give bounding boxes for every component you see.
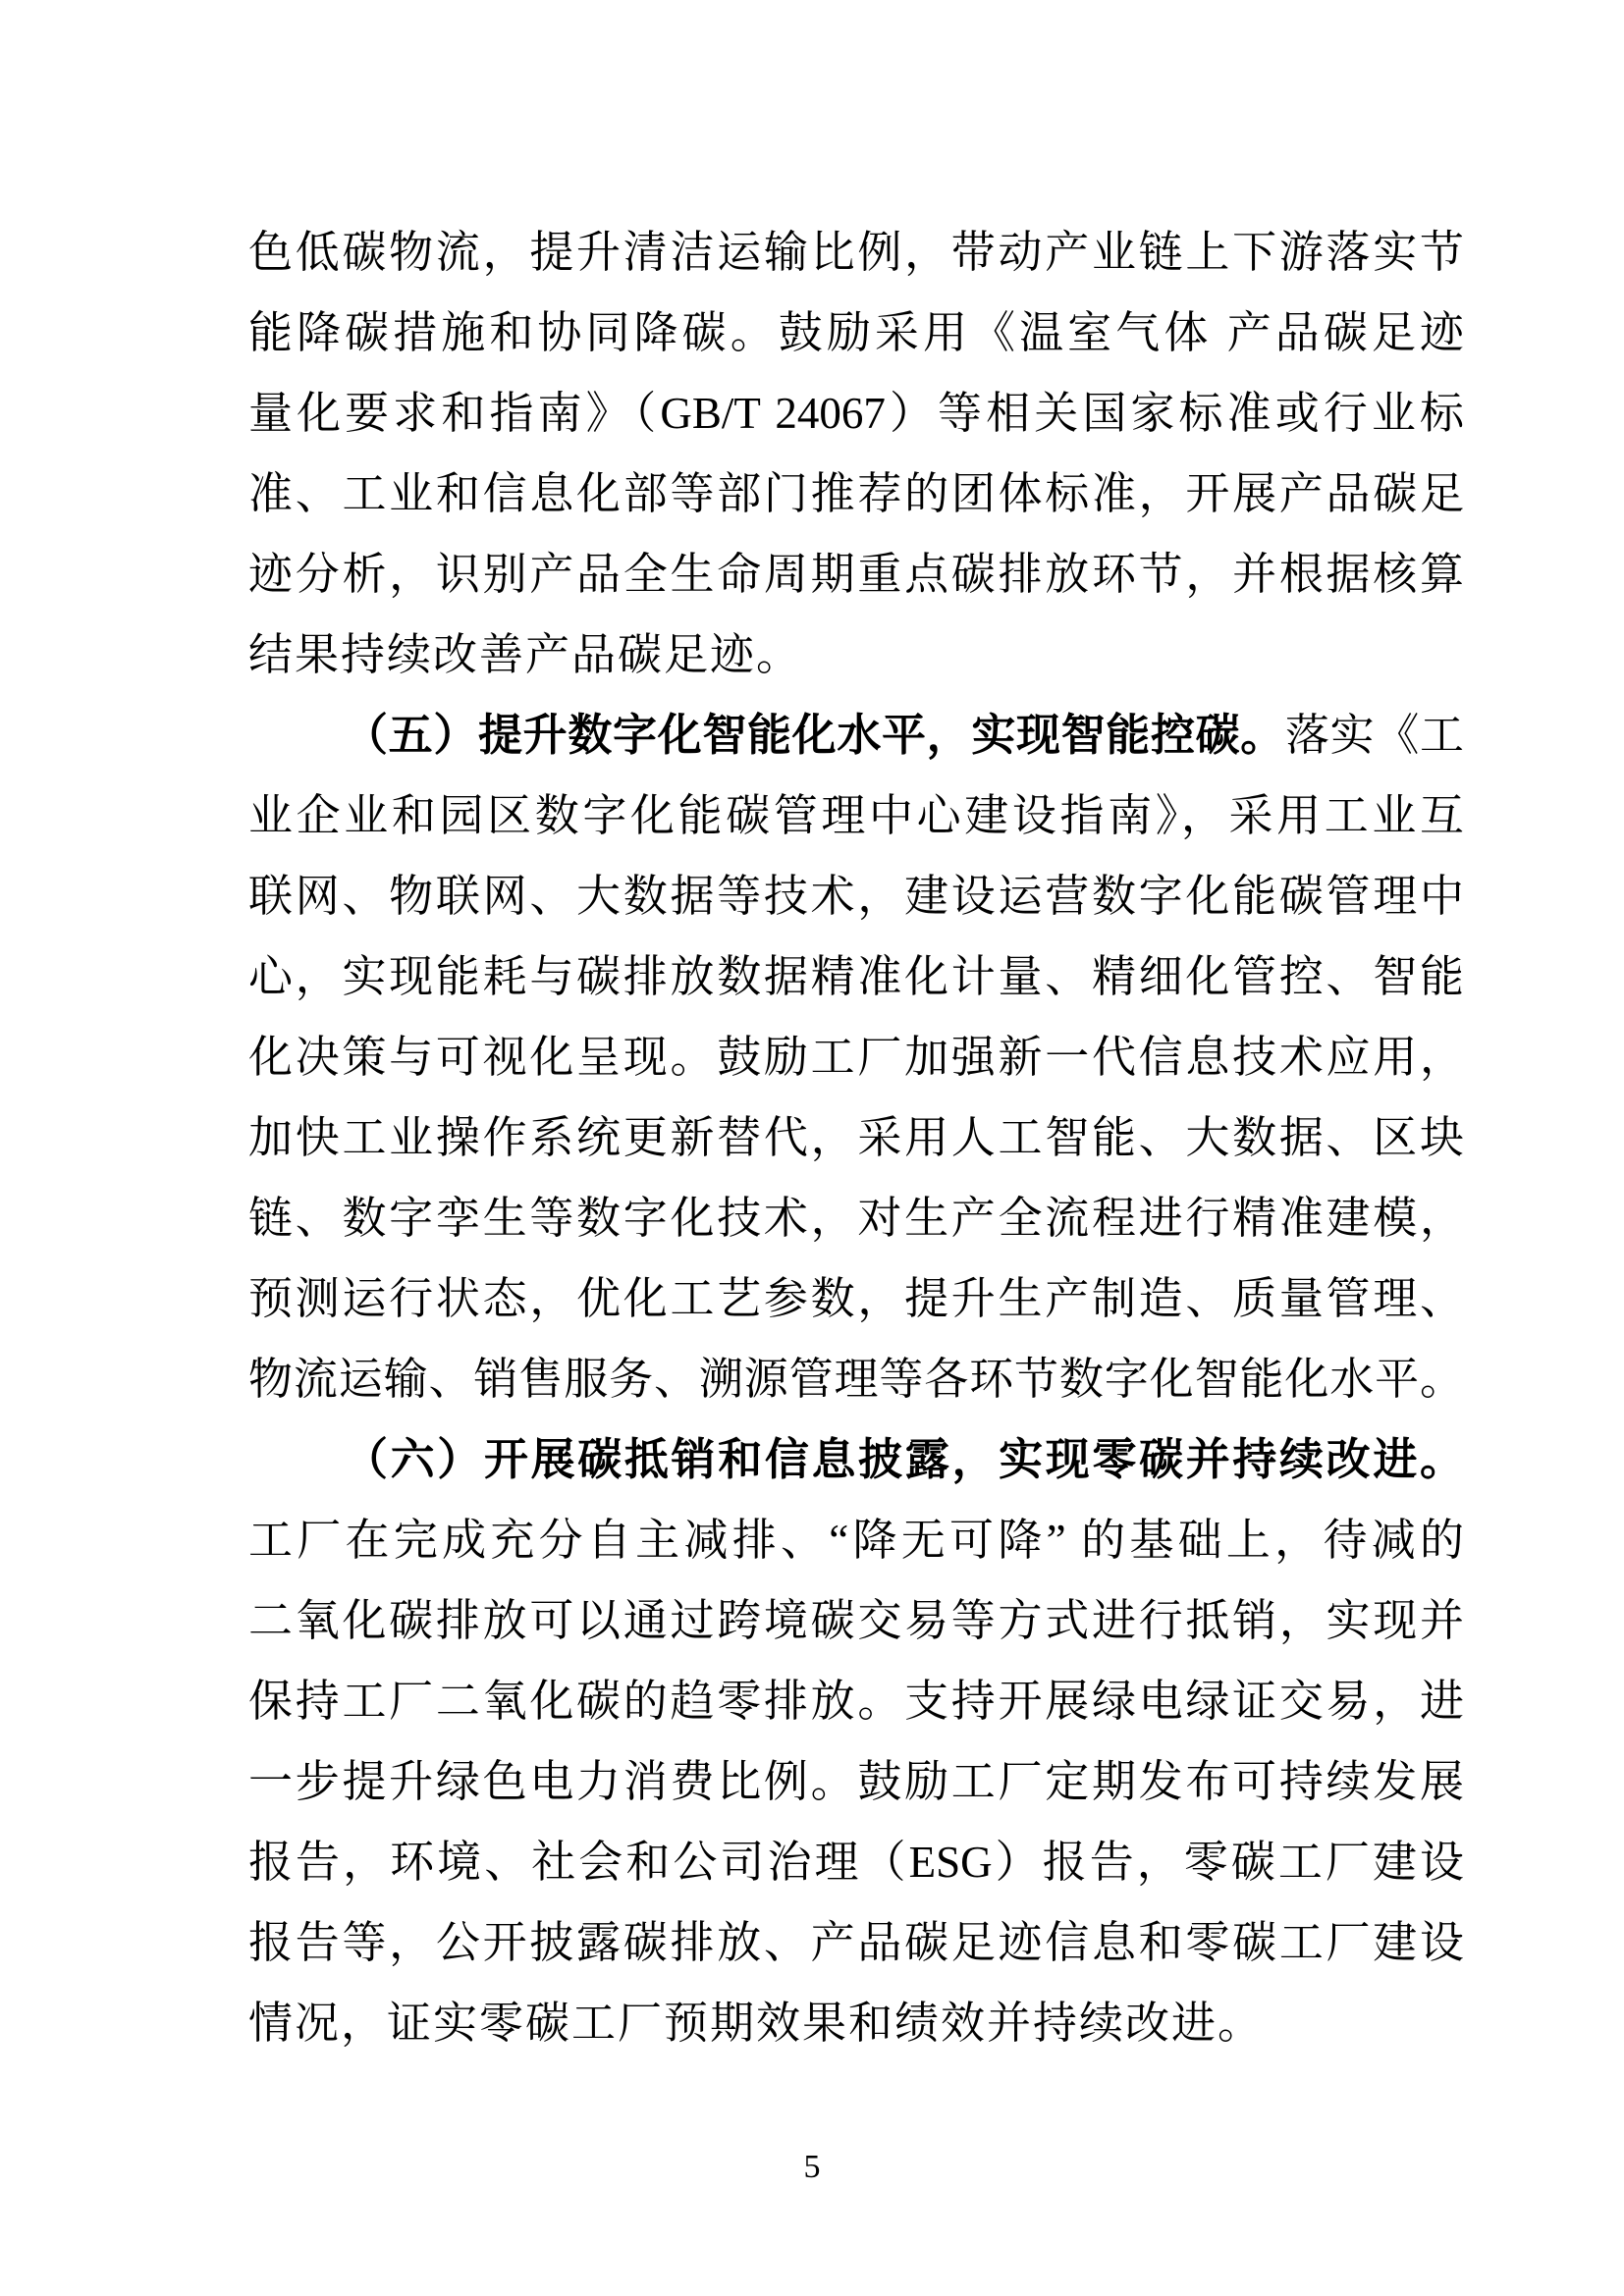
text-line [248, 1983, 1464, 2063]
text-segment: 能降碳措施和协同降碳。鼓励采用《温室气体 产品碳足迹 [248, 308, 1464, 357]
text-line [248, 695, 1464, 775]
text-segment: 预测运行状态，优化工艺参数，提升生产制造、质量管理、 [248, 1274, 1464, 1323]
text-segment: 迹分析，识别产品全生命周期重点碳排放环节，并根据核算 [248, 550, 1464, 599]
text-segment: 报告，环境、社会和公司治理（ESG）报告，零碳工厂建设 [248, 1838, 1464, 1887]
text-line [248, 614, 1464, 695]
text-segment: 物流运输、销售服务、溯源管理等各环节数字化智能化水平。 [248, 1355, 1464, 1404]
text-line [248, 293, 1464, 373]
text-line [248, 1419, 1464, 1500]
page-number: 5 [803, 2149, 821, 2185]
text-line [248, 373, 1464, 454]
text-segment: 报告等，公开披露碳排放、产品碳足迹信息和零碳工厂建设 [248, 1918, 1464, 1967]
text-segment: （六）开展碳抵销和信息披露，实现零碳并持续改进。 [344, 1435, 1464, 1484]
text-line [248, 1661, 1464, 1741]
text-segment: 色低碳物流，提升清洁运输比例，带动产业链上下游落实节 [248, 228, 1464, 277]
text-segment: 心，实现能耗与碳排放数据精准化计量、精细化管控、智能 [248, 952, 1464, 1001]
text-line [248, 936, 1464, 1017]
text-line [248, 212, 1464, 293]
text-line [248, 1902, 1464, 1983]
text-line [248, 1741, 1464, 1822]
text-line [248, 1017, 1464, 1097]
text-line [248, 1178, 1464, 1258]
text-segment: 加快工业操作系统更新替代，采用人工智能、大数据、区块 [248, 1113, 1464, 1162]
text-line [248, 1500, 1464, 1580]
text-line [248, 856, 1464, 936]
text-line [248, 1339, 1464, 1419]
text-line [248, 1258, 1464, 1339]
text-segment: 化决策与可视化呈现。鼓励工厂加强新一代信息技术应用， [248, 1033, 1464, 1082]
text-segment: 量化要求和指南》（GB/T 24067）等相关国家标准或行业标 [248, 389, 1464, 438]
text-line [248, 534, 1464, 614]
text-segment: 情况，证实零碳工厂预期效果和绩效并持续改进。 [248, 1999, 1265, 2048]
text-line [248, 775, 1464, 856]
text-segment: 落实《工 [1284, 711, 1464, 760]
text-segment: 准、工业和信息化部等部门推荐的团体标准，开展产品碳足 [248, 469, 1464, 518]
text-line [248, 1580, 1464, 1661]
text-segment: 业企业和园区数字化能碳管理中心建设指南》，采用工业互 [248, 791, 1464, 840]
text-line [248, 1097, 1464, 1178]
text-segment: 保持工厂二氧化碳的趋零排放。支持开展绿电绿证交易，进 [248, 1677, 1464, 1726]
text-segment: 一步提升绿色电力消费比例。鼓励工厂定期发布可持续发展 [248, 1757, 1464, 1806]
text-line [248, 1822, 1464, 1902]
text-segment: 联网、物联网、大数据等技术，建设运营数字化能碳管理中 [248, 872, 1464, 921]
text-segment: 链、数字孪生等数字化技术，对生产全流程进行精准建模， [248, 1194, 1464, 1243]
text-segment: 结果持续改善产品碳足迹。 [248, 630, 803, 679]
text-segment: 工厂在完成充分自主减排、“降无可降” 的基础上，待减的 [248, 1516, 1464, 1565]
text-line [248, 454, 1464, 534]
text-segment: （五）提升数字化智能化水平，实现智能控碳。 [344, 711, 1285, 760]
text-segment: 二氧化碳排放可以通过跨境碳交易等方式进行抵销，实现并 [248, 1596, 1464, 1645]
document-body [248, 212, 1464, 2063]
